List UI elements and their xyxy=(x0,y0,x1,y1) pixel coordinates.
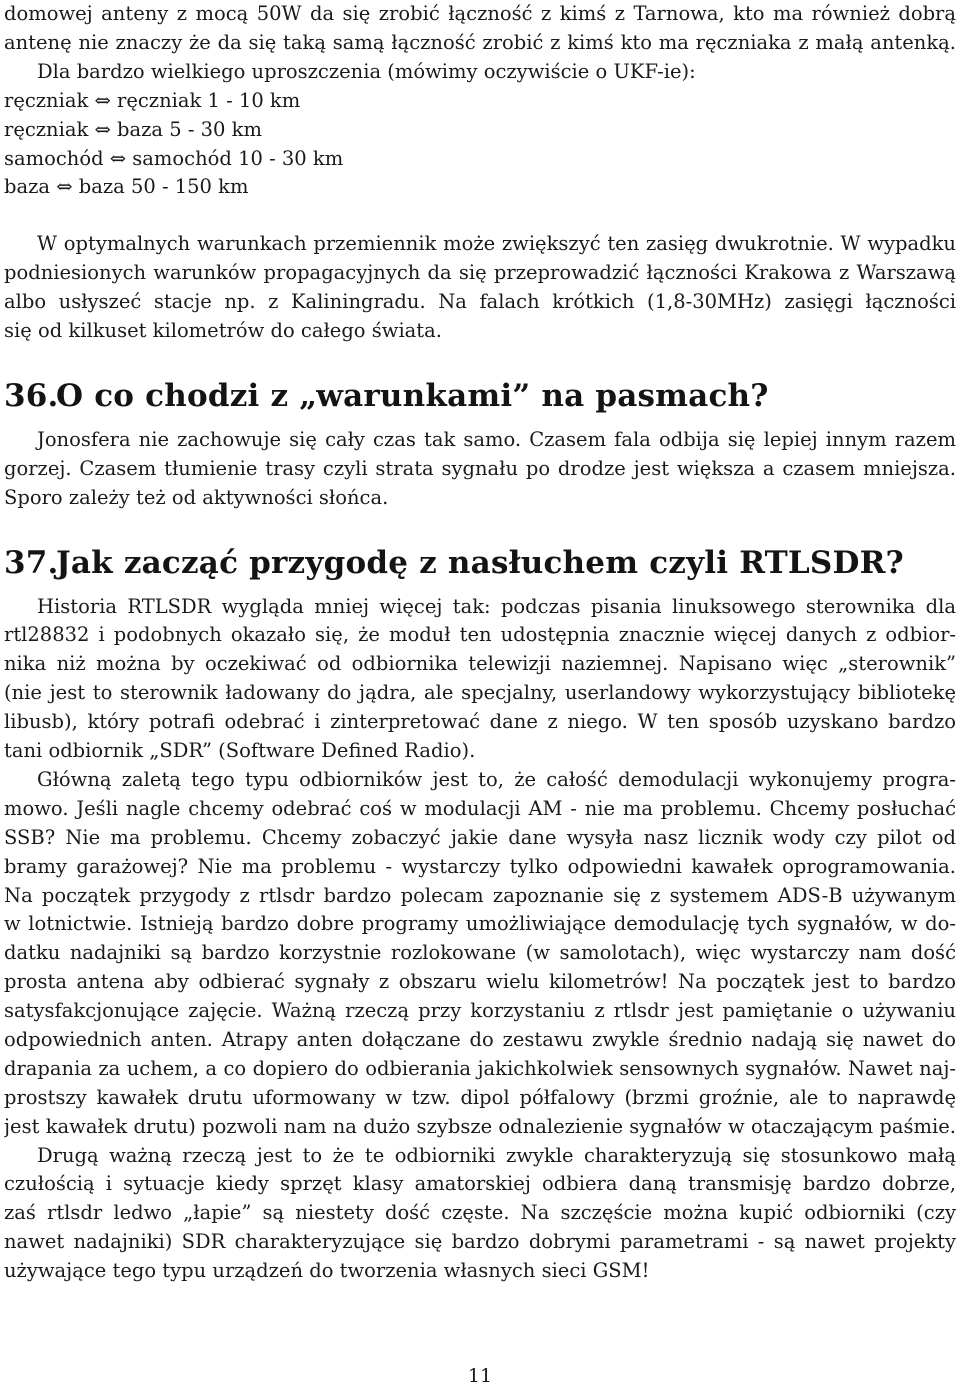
text-line: nika niż można by oczekiwać od odbiornika telewizji naziemnej. Napisano więc „sterownik” xyxy=(4,652,956,676)
range-item: baza ⇔ baza 50 - 150 km xyxy=(4,175,249,199)
text-line: Drugą ważną rzeczą jest to że te odbiorniki zwykle charakteryzują się stosunkowo małą xyxy=(37,1143,956,1167)
section-37-paragraph-2 xyxy=(4,766,956,1142)
text-line: datku nadajniki są bardzo korzystnie rozlokowane (w samolotach), więc wystarczy nam dość xyxy=(4,941,956,965)
text-line: Dla bardzo wielkiego uproszczenia (mówimy oczywiście o UKF-ie): xyxy=(37,59,696,83)
text-line: prosta antena aby odbierać sygnały z obszaru wielu kilometrów! Na początek jest to bardzo xyxy=(4,970,956,994)
text-line: Sporo zależy też od aktywności słońca. xyxy=(4,485,389,509)
text-line: domowej anteny z mocą 50W da się zrobić łączność z kimś z Tarnowa, kto ma również dobrą xyxy=(4,2,956,25)
section-36-paragraph xyxy=(4,426,956,513)
text-line: antenę nie znaczy że da się taką samą łączność zrobić z kimś kto ma ręczniaka z małą antenką. xyxy=(4,30,956,54)
text-line: libusb), który potrafi odebrać i zinterpretować dane z niego. W ten sposób uzyskano bardzo xyxy=(4,710,956,734)
text-line: czułością i sytuacje kiedy sprzęt klasy amatorskiej odbiera daną transmisję bardzo dobrze, xyxy=(4,1172,956,1196)
text-line: się od kilkuset kilometrów do całego świata. xyxy=(4,318,442,342)
text-line: Na początek przygody z rtlsdr bardzo polecam zapoznanie się z systemem ADS-B używanym xyxy=(4,883,956,907)
text-line: podniesionych warunków propagacyjnych da się przeprowadzić łączności Krakowa z Warszawą xyxy=(4,261,956,285)
text-line: w lotnictwie. Istnieją bardzo dobre programy umożliwiające demodulację tych sygnałów, w do- xyxy=(4,912,956,936)
text-line: (nie jest to sterownik ładowany do jądra, ale specjalny, userlandowy wykorzystujący bibliotekę xyxy=(4,681,956,705)
section-37-paragraph-1 xyxy=(4,593,956,766)
text-line: satysfakcjonujące zajęcie. Ważną rzeczą przy korzystaniu z rtlsdr jest pamiętanie o używaniu xyxy=(4,999,956,1023)
text-line: nawet nadajniki) SDR charakteryzujące się bardzo dobrymi parametrami - są nawet projekty xyxy=(4,1230,956,1254)
intro-block xyxy=(4,0,956,202)
text-line: Główną zaletą tego typu odbiorników jest to, że całość demodulacji wykonujemy progra- xyxy=(37,767,956,791)
section-37-paragraph-3 xyxy=(4,1142,956,1286)
text-line: SSB? Nie ma problemu. Chcemy zobaczyć jakie dane wysyła nasz licznik wody czy pilot od xyxy=(4,825,956,849)
text-line: jest kawałek drutu) pozwoli nam na dużo szybsze odnalezienie sygnałów w otaczającym paśmie. xyxy=(4,1114,956,1138)
text-line: bramy garażowej? Nie ma problemu - wystarczy tylko odpowiedni kawałek oprogramowania. xyxy=(4,854,956,878)
text-line: Historia RTLSDR wygląda mniej więcej tak: podczas pisania linuksowego sterownika dla xyxy=(37,594,956,618)
conditions-paragraph xyxy=(4,230,956,346)
text-line: odpowiednich anten. Atrapy anten dołączane do zestawu zwykle średnio nadają się nawet do xyxy=(4,1027,956,1051)
text-line: Jonosfera nie zachowuje się cały czas tak samo. Czasem fala odbija się lepiej innym razem xyxy=(37,427,956,451)
section-title: O co chodzi z „warunkami” na pasmach? xyxy=(56,377,769,414)
text-line: mowo. Jeśli nagle chcemy odebrać coś w modulacji AM - nie ma problemu. Chcemy posłuchać xyxy=(4,796,956,820)
range-item: ręczniak ⇔ ręczniak 1 - 10 km xyxy=(4,88,301,112)
section-heading-37 xyxy=(4,543,956,583)
text-line: zaś rtlsdr ledwo „łapie” są niestety dość częste. Na szczęście można kupić odbiorniki (czy xyxy=(4,1201,956,1225)
section-title: Jak zacząć przygodę z nasłuchem czyli RTLSDR? xyxy=(56,544,904,581)
text-line: gorzej. Czasem tłumienie trasy czyli strata sygnału po drodze jest większa a czasem mniejsza. xyxy=(4,456,956,480)
text-line: prostszy kawałek drutu uformowany w tzw. dipol półfalowy (brzmi groźnie, ale to naprawdę xyxy=(4,1085,956,1109)
range-list xyxy=(4,87,956,203)
section-heading-36 xyxy=(4,376,956,416)
text-line: rtl28832 i podobnych okazało się, że moduł ten udostępnia znacznie więcej danych z odbior- xyxy=(4,623,956,647)
text-line: albo usłyszeć stacje np. z Kaliningradu. Na falach krótkich (1,8-30MHz) zasięgi łączności xyxy=(4,290,956,314)
text-line: drapania za uchem, a co dopiero do odbierania jakichkolwiek sensownych sygnałów. Nawet naj- xyxy=(4,1056,956,1080)
section-number: 36. xyxy=(4,377,59,414)
page-number: 11 xyxy=(467,1365,493,1387)
range-item: ręczniak ⇔ baza 5 - 30 km xyxy=(4,117,262,141)
section-number: 37. xyxy=(4,544,59,581)
text-line: tani odbiornik „SDR” (Software Defined Radio). xyxy=(4,739,476,763)
range-item: samochód ⇔ samochód 10 - 30 km xyxy=(4,146,344,170)
text-line: używające tego typu urządzeń do tworzenia własnych sieci GSM! xyxy=(4,1259,650,1283)
text-line: W optymalnych warunkach przemiennik może zwiększyć ten zasięg dwukrotnie. W wypadku xyxy=(37,232,956,256)
